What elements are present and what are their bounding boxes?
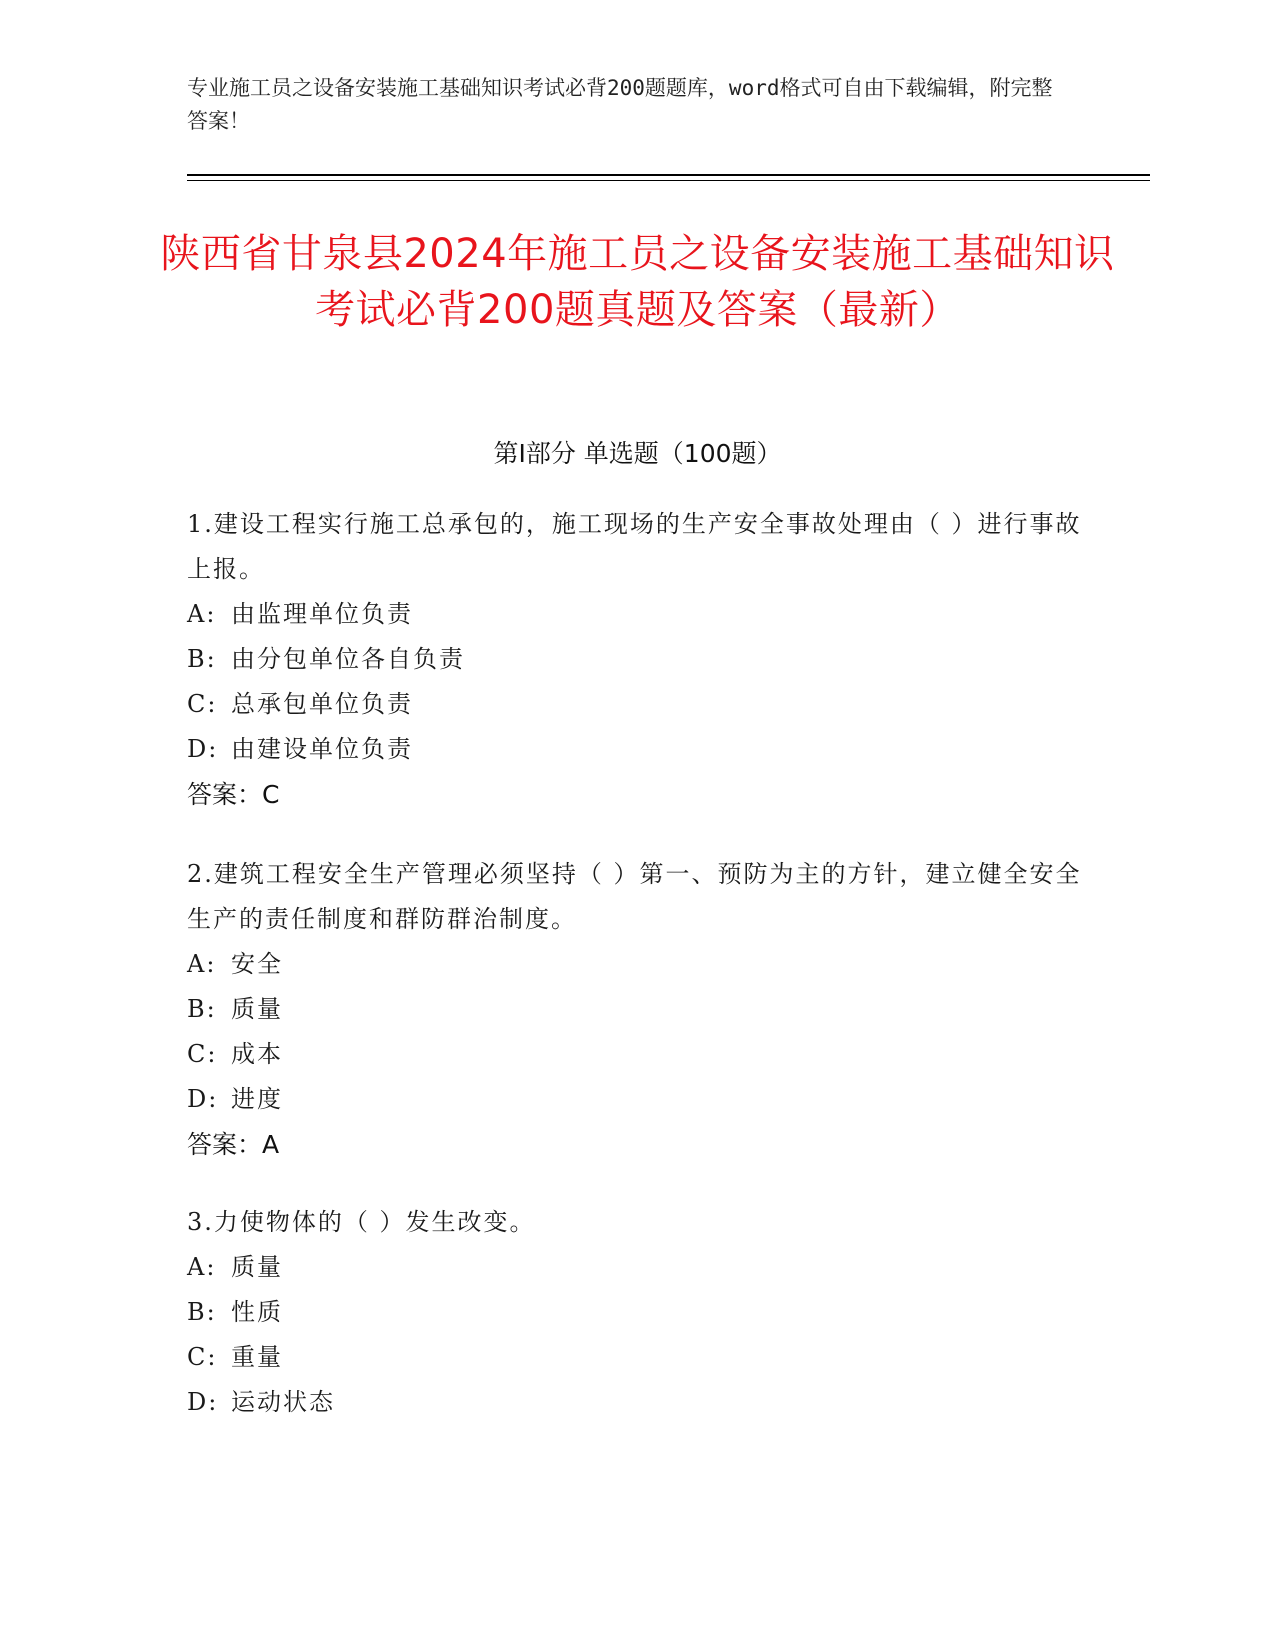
option-a — [187, 1245, 1087, 1290]
option-letter: C: — [187, 1040, 218, 1068]
question-3 — [187, 1200, 1087, 1425]
option-d — [187, 727, 1087, 772]
option-text: 质量 — [231, 1253, 283, 1281]
question-stem: 2.建筑工程安全生产管理必须坚持（ ）第一、预防为主的方针，建立健全安全生产的责任制度和群防群治制度。 — [187, 860, 1082, 933]
answer: 答案：C — [187, 780, 280, 809]
answer: 答案：A — [187, 1130, 280, 1159]
header-rule-thin — [187, 180, 1150, 181]
option-letter: D: — [187, 1085, 219, 1113]
option-letter: D: — [187, 1388, 219, 1416]
option-letter: D: — [187, 735, 219, 763]
option-letter: C: — [187, 690, 218, 718]
question-stem: 1.建设工程实行施工总承包的，施工现场的生产安全事故处理由（ ）进行事故上报。 — [187, 510, 1082, 583]
option-text: 由分包单位各自负责 — [231, 645, 465, 673]
option-c — [187, 682, 1087, 727]
option-b — [187, 987, 1087, 1032]
option-text: 由监理单位负责 — [231, 600, 413, 628]
option-d — [187, 1077, 1087, 1122]
option-text: 总承包单位负责 — [231, 690, 413, 718]
option-letter: A: — [187, 1253, 217, 1281]
document-title: 陕西省甘泉县2024年施工员之设备安装施工基础知识考试必背200题真题及答案（最新） — [160, 231, 1115, 333]
option-letter: B: — [187, 1298, 217, 1326]
option-text: 安全 — [231, 950, 283, 978]
option-letter: A: — [187, 950, 217, 978]
option-b — [187, 1290, 1087, 1335]
question-stem: 3.力使物体的（ ）发生改变。 — [187, 1208, 536, 1236]
option-text: 成本 — [231, 1040, 283, 1068]
option-text: 运动状态 — [231, 1388, 335, 1416]
option-a — [187, 942, 1087, 987]
header-note: 专业施工员之设备安装施工基础知识考试必背200题题库，word格式可自由下载编辑，附完整答案！ — [187, 76, 1053, 133]
option-letter: B: — [187, 995, 217, 1023]
option-d — [187, 1380, 1087, 1425]
option-text: 性质 — [231, 1298, 283, 1326]
option-letter: C: — [187, 1343, 218, 1371]
option-b — [187, 637, 1087, 682]
option-a — [187, 592, 1087, 637]
option-text: 质量 — [231, 995, 283, 1023]
option-letter: A: — [187, 600, 217, 628]
option-text: 进度 — [231, 1085, 283, 1113]
option-text: 重量 — [231, 1343, 283, 1371]
option-text: 由建设单位负责 — [231, 735, 413, 763]
option-c — [187, 1032, 1087, 1077]
option-c — [187, 1335, 1087, 1380]
section-title: 第Ⅰ部分 单选题（100题） — [493, 439, 782, 468]
question-2 — [187, 852, 1087, 1167]
option-letter: B: — [187, 645, 217, 673]
header-rule-thick — [187, 174, 1150, 176]
question-1 — [187, 502, 1087, 817]
